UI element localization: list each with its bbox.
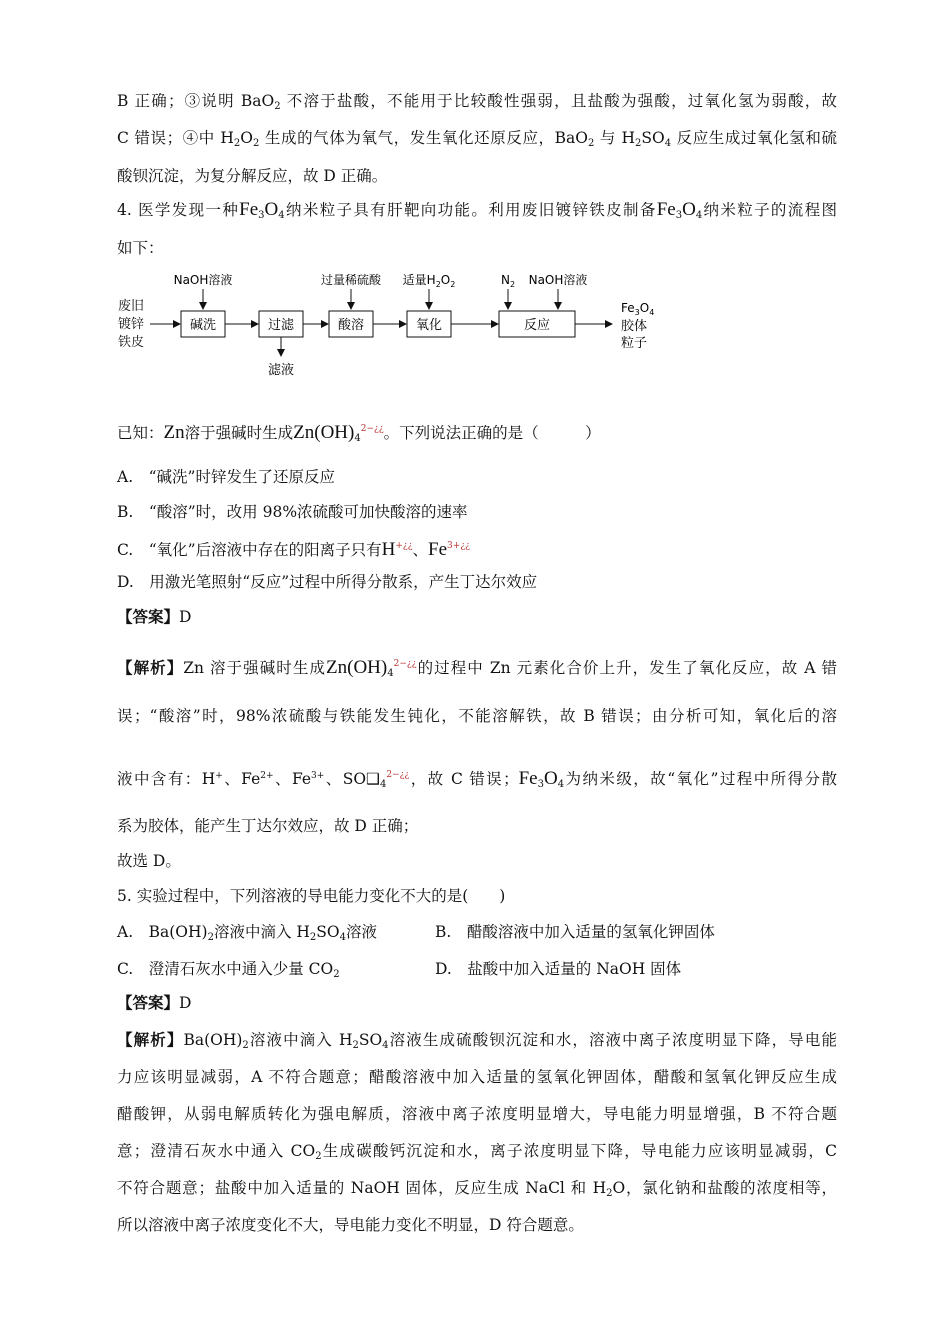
reagent-n2: $N_2$	[500, 273, 516, 289]
paren: (	[347, 657, 354, 678]
q5-explanation-line-5	[117, 1177, 837, 1205]
q5-explanation-line-3: 醋酸钾，从弱电解质转化为强电解质，溶液中离子浓度明显增大，导电能力明显增强，B 不符合题	[117, 1105, 837, 1123]
box-oxidize-label: 氧化	[415, 318, 443, 333]
formula-fe: Fe	[239, 199, 259, 220]
process-flow-diagram	[110, 266, 670, 384]
text: 为纳米级，故“氧化”过程中所得分散	[564, 770, 837, 788]
paren: )	[380, 657, 388, 678]
paren: (	[314, 422, 321, 443]
subscript: 2	[635, 138, 642, 149]
text: 与 H	[594, 129, 636, 147]
subscript: 2	[352, 1040, 359, 1051]
answer-value: D	[179, 994, 192, 1012]
text: 。下列说法正确的是（ ）	[383, 424, 601, 442]
text: ，故 C 错误；	[409, 770, 519, 788]
text: 溶液生成硫酸钡沉淀和水，溶液中离子浓度明显下降，导电能	[388, 1031, 837, 1049]
text: C 错误；④中 H	[117, 129, 234, 147]
text: 的过程中 Zn 元素化合价上升，发生了氧化反应，故 A 错	[416, 659, 837, 677]
subscript: 2	[315, 1151, 322, 1162]
subscript: 4	[382, 1040, 389, 1051]
text: Ba(OH)	[183, 1031, 243, 1049]
answer-label: 【答案】	[117, 993, 180, 1012]
subscript: 2	[587, 138, 595, 149]
q5-option-c	[117, 960, 340, 978]
charge: +¿¿	[395, 541, 413, 551]
text: 溶于强碱时生成	[184, 424, 294, 442]
reagent-sulfuric-acid: 过量稀硫酸	[320, 273, 382, 287]
missing-glyph: ❑	[366, 770, 380, 788]
box-reaction-label: 反应	[523, 318, 551, 333]
text: 溶液	[345, 923, 377, 941]
q3-explanation-line-3: 酸钡沉淀，为复分解反应，故 D 正确。	[117, 167, 388, 185]
q4-known-line	[117, 418, 837, 450]
q5-explanation-line-2: 力应该明显减弱，A 不符合题意；醋酸溶液中加入适量的氢氧化钾固体，醋酸和氢氧化钾反应生成	[117, 1068, 837, 1086]
subscript: 4	[387, 668, 394, 679]
input-label-3: 铁皮	[118, 335, 145, 350]
subscript: 2	[242, 1040, 249, 1051]
text: 生成碳酸钙沉淀和水，离子浓度明显下降，导电能力应该明显减弱，C	[321, 1142, 837, 1160]
subscript: 2	[253, 138, 260, 149]
subscript: 4	[339, 932, 346, 943]
q3-explanation-line-2	[117, 127, 837, 155]
q5-option-a	[117, 923, 377, 941]
box-acid-dissolve-label: 酸溶	[337, 318, 365, 333]
input-label-1: 废旧	[118, 299, 145, 314]
subscript: 2	[606, 1188, 613, 1199]
q4-explanation-line-4: 系为胶体，能产生丁达尔效应，故 D 正确；	[117, 817, 419, 835]
q4-explanation-line-3	[117, 764, 837, 796]
subscript: 3	[537, 779, 544, 790]
output-label-3: 粒子	[621, 336, 648, 351]
q5-option-b: B. 醋酸溶液中加入适量的氢氧化钾固体	[435, 923, 715, 941]
text: 已知：	[117, 424, 164, 442]
q5-options-row-1	[117, 921, 837, 949]
text: 意；澄清石灰水中通入 CO	[117, 1142, 316, 1160]
q5-explanation-line-4	[117, 1140, 837, 1168]
formula-zn: Zn	[326, 657, 348, 678]
text: 、	[412, 541, 429, 559]
q4-explanation-line-5: 故选 D。	[117, 852, 181, 870]
charge: 2−¿¿	[386, 770, 410, 780]
filtrate-label: 滤液	[267, 363, 295, 378]
subscript: 4	[354, 433, 361, 444]
charge: +	[215, 771, 223, 781]
text: 不溶于盐酸，不能用于比较酸性强弱，且盐酸为强酸，过氧化氢为弱酸，故	[280, 92, 837, 110]
box-alkali-wash-label: 碱洗	[189, 318, 217, 333]
text: SO	[358, 1031, 383, 1049]
explanation-label: 【解析】	[117, 658, 184, 677]
q5-stem: 5. 实验过程中，下列溶液的导电能力变化不大的是( )	[117, 887, 506, 905]
q4-explanation-line-1	[117, 653, 837, 685]
subscript: 3	[258, 210, 265, 221]
formula-o: O	[264, 199, 279, 220]
subscript: 4	[379, 779, 387, 790]
text: 液中含有：H	[117, 770, 216, 788]
text: 纳米粒子具有肝靶向功能。利用废旧镀锌铁皮制备	[284, 201, 657, 219]
formula-fe: Fe	[428, 539, 448, 560]
text: 溶液中滴入 H	[213, 923, 310, 941]
text: 生成的气体为氧气，发生氧化还原反应，BaO	[259, 129, 588, 147]
formula-fe: Fe	[656, 199, 676, 220]
text: O	[240, 129, 253, 147]
formula-oh: OH	[320, 422, 349, 443]
output-formula: $Fe_3O_4$	[621, 301, 655, 317]
formula-zn: Zn	[293, 422, 315, 443]
input-label-2: 镀锌	[118, 317, 145, 332]
text: 不符合题意；盐酸中加入适量的 NaOH 固体，反应生成 NaCl 和 H	[117, 1179, 607, 1197]
q3-explanation-line-1	[117, 90, 837, 118]
text: 反应生成过氧化氢和硫	[671, 129, 837, 147]
text: C. “氧化”后溶液中存在的阳离子只有	[117, 541, 382, 559]
subscript: 2	[309, 932, 317, 943]
q4-option-b: B. “酸溶”时，改用 98%浓硫酸可加快酸溶的速率	[117, 503, 468, 521]
q4-explanation-line-2: 误；“酸溶”时，98%浓硫酸与铁能发生钝化，不能溶解铁，故 B 错误；由分析可知，氧化后的溶	[117, 707, 837, 725]
subscript: 4	[664, 138, 672, 149]
reagent-naoh-2: NaOH溶液	[528, 273, 588, 287]
text: Zn 溶于强碱时生成	[183, 659, 327, 677]
subscript: 4	[557, 779, 565, 790]
formula-o: O	[682, 199, 696, 220]
q4-stem-line-2: 如下：	[117, 239, 164, 257]
q4-option-c	[117, 535, 837, 561]
box-filter-label: 过滤	[267, 318, 295, 333]
text: A. Ba(OH)	[117, 923, 208, 941]
text: C. 澄清石灰水中通入少量 CO	[117, 960, 334, 978]
paren: )	[348, 422, 355, 443]
formula-fe: Fe	[518, 768, 538, 789]
formula-zn: Zn	[163, 422, 185, 443]
formula-o: O	[543, 768, 558, 789]
answer-label: 【答案】	[117, 607, 180, 626]
q5-explanation-line-6: 所以溶液中离子浓度变化不大，导电能力变化不明显，D 符合题意。	[117, 1216, 584, 1234]
q5-answer	[117, 992, 837, 1014]
text: B 正确；③说明 BaO	[117, 92, 275, 110]
formula-h: H	[381, 539, 396, 560]
text: SO	[641, 129, 665, 147]
subscript: 4	[278, 210, 285, 221]
charge: 2−¿¿	[360, 424, 384, 434]
subscript: 4	[695, 210, 703, 221]
text: 溶液中滴入 H	[248, 1031, 353, 1049]
charge: 3+¿¿	[447, 541, 470, 551]
text: O，氯化钠和盐酸的浓度相等，	[612, 1179, 837, 1197]
q4-option-a: A. “碱洗”时锌发生了还原反应	[117, 468, 335, 486]
output-label-2: 胶体	[621, 319, 648, 334]
q4-answer	[117, 606, 837, 628]
formula-oh: OH	[353, 657, 381, 678]
subscript: 2	[207, 932, 214, 943]
text: 、Fe	[273, 770, 312, 788]
q4-option-d: D. 用激光笔照射“反应”过程中所得分散系，产生丁达尔效应	[117, 573, 538, 591]
q5-explanation-line-1	[117, 1029, 837, 1057]
reagent-h2o2: 适量$H_2O_2$	[402, 273, 456, 289]
subscript: 3	[675, 210, 683, 221]
q4-stem-line-1	[117, 199, 837, 227]
explanation-label: 【解析】	[117, 1030, 184, 1049]
charge: 3+	[311, 771, 325, 781]
text: 纳米粒子的流程图	[702, 201, 837, 219]
q5-options-row-2	[117, 958, 837, 986]
charge: 2+	[260, 771, 274, 781]
subscript: 2	[233, 138, 241, 149]
answer-value: D	[179, 608, 192, 626]
charge: 2−¿¿	[393, 659, 417, 669]
text: 4. 医学发现一种	[117, 201, 240, 219]
text: SO	[316, 923, 340, 941]
subscript: 2	[274, 101, 281, 112]
text: 、Fe	[222, 770, 261, 788]
reagent-naoh: NaOH溶液	[173, 273, 233, 287]
text: 、SO	[324, 770, 367, 788]
subscript: 2	[333, 969, 340, 980]
q5-option-d: D. 盐酸中加入适量的 NaOH 固体	[435, 960, 682, 978]
